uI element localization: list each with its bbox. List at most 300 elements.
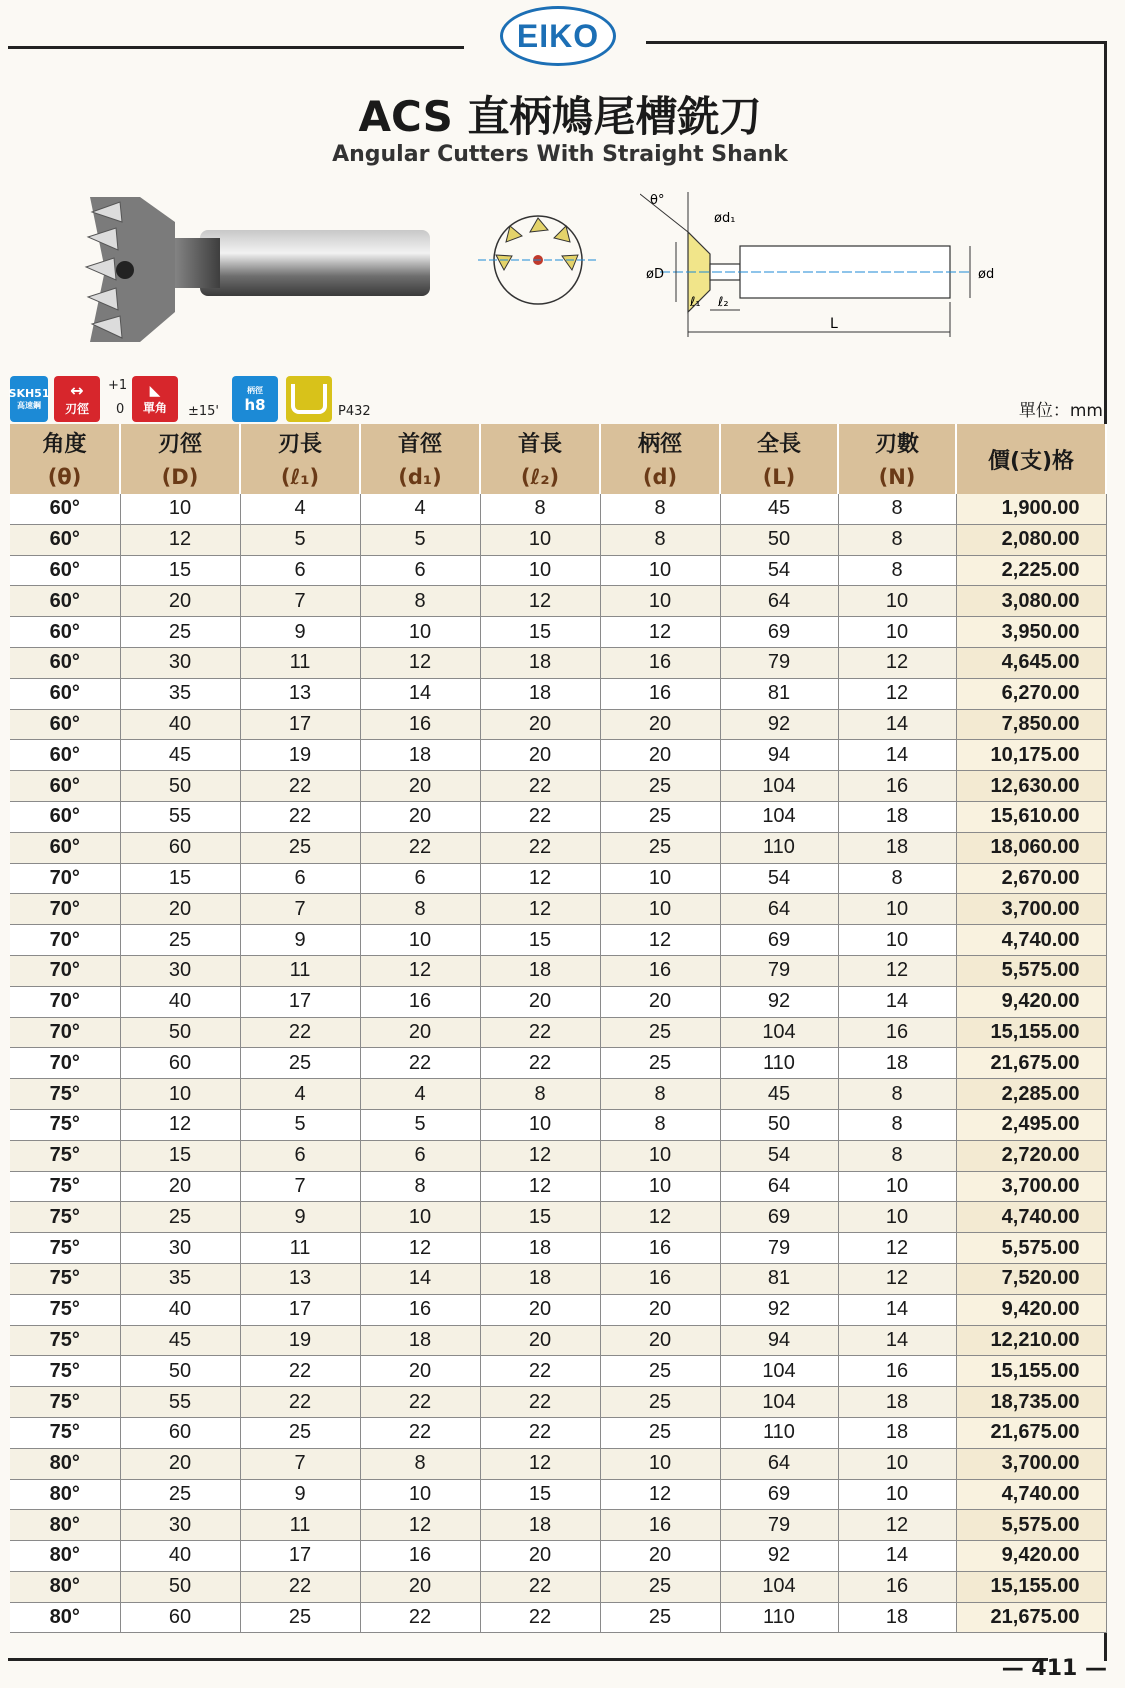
single-angle-label: 單角: [142, 400, 167, 415]
table-row: [10, 1017, 1106, 1048]
table-cell: 12: [838, 678, 956, 709]
table-cell: 20: [600, 1541, 720, 1572]
table-cell: 19: [240, 1325, 360, 1356]
table-cell: 104: [720, 1017, 838, 1048]
price-cell: 12,630.00: [956, 771, 1106, 802]
column-header: 刃數: [838, 424, 956, 460]
table-row: [10, 1479, 1106, 1510]
table-cell: 60°: [10, 740, 120, 771]
price-cell: 5,575.00: [956, 1233, 1106, 1264]
table-cell: 10: [120, 1079, 240, 1110]
table-cell: 75°: [10, 1417, 120, 1448]
front-view-drawing: [478, 200, 598, 320]
price-cell: 15,155.00: [956, 1017, 1106, 1048]
table-cell: 92: [720, 709, 838, 740]
table-row: [10, 1171, 1106, 1202]
column-symbol: (D): [120, 460, 240, 494]
table-cell: 70°: [10, 863, 120, 894]
table-cell: 16: [600, 1510, 720, 1541]
price-cell: 7,850.00: [956, 709, 1106, 740]
table-cell: 10: [838, 1171, 956, 1202]
table-cell: 7: [240, 894, 360, 925]
table-cell: 12: [838, 1233, 956, 1264]
table-cell: 75°: [10, 1325, 120, 1356]
table-cell: 104: [720, 771, 838, 802]
table-row: [10, 1602, 1106, 1633]
d1-label: ød₁: [714, 211, 736, 226]
table-cell: 25: [120, 1479, 240, 1510]
table-cell: 8: [600, 494, 720, 524]
table-cell: 10: [600, 586, 720, 617]
table-cell: 5: [240, 1109, 360, 1140]
table-row: [10, 925, 1106, 956]
table-cell: 60°: [10, 771, 120, 802]
price-cell: 4,740.00: [956, 1479, 1106, 1510]
table-cell: 80°: [10, 1602, 120, 1633]
table-cell: 54: [720, 863, 838, 894]
table-row: [10, 986, 1106, 1017]
table-cell: 60: [120, 1048, 240, 1079]
table-cell: 80°: [10, 1479, 120, 1510]
price-cell: 2,285.00: [956, 1079, 1106, 1110]
table-cell: 10: [600, 1140, 720, 1171]
table-cell: 94: [720, 740, 838, 771]
table-cell: 22: [240, 771, 360, 802]
table-cell: 69: [720, 1479, 838, 1510]
column-symbol: (θ): [10, 460, 120, 494]
column-symbol: (d): [600, 460, 720, 494]
table-cell: 25: [120, 925, 240, 956]
table-cell: 20: [120, 894, 240, 925]
table-cell: 12: [838, 647, 956, 678]
column-header: 全長: [720, 424, 838, 460]
table-row: [10, 832, 1106, 863]
table-cell: 18: [838, 1417, 956, 1448]
blade-tol-bottom: 0: [116, 402, 125, 417]
table-cell: 12: [838, 1510, 956, 1541]
column-header: 首長: [480, 424, 600, 460]
table-row: [10, 955, 1106, 986]
table-cell: 10: [838, 586, 956, 617]
table-cell: 12: [600, 1479, 720, 1510]
table-cell: 18: [838, 801, 956, 832]
table-cell: 12: [600, 1202, 720, 1233]
table-cell: 35: [120, 1263, 240, 1294]
table-cell: 70°: [10, 894, 120, 925]
table-cell: 104: [720, 1571, 838, 1602]
table-cell: 22: [480, 771, 600, 802]
table-cell: 10: [600, 863, 720, 894]
table-cell: 16: [838, 771, 956, 802]
table-cell: 20: [600, 1294, 720, 1325]
material-icon: [10, 376, 48, 422]
price-cell: 4,740.00: [956, 925, 1106, 956]
table-cell: 18: [838, 832, 956, 863]
price-cell: 10,175.00: [956, 740, 1106, 771]
table-cell: 30: [120, 955, 240, 986]
table-cell: 7: [240, 1448, 360, 1479]
table-cell: 12: [838, 1263, 956, 1294]
table-cell: 14: [838, 1294, 956, 1325]
table-cell: 12: [838, 955, 956, 986]
table-cell: 15: [480, 925, 600, 956]
table-cell: 8: [360, 1171, 480, 1202]
table-cell: 10: [838, 894, 956, 925]
table-cell: 25: [600, 1387, 720, 1418]
frame-top-right: [646, 41, 1106, 44]
table-cell: 20: [480, 709, 600, 740]
table-cell: 8: [360, 586, 480, 617]
table-cell: 40: [120, 709, 240, 740]
column-symbol: (N): [838, 460, 956, 494]
table-row: [10, 709, 1106, 740]
table-cell: 12: [480, 1448, 600, 1479]
table-cell: 40: [120, 1541, 240, 1572]
table-cell: 50: [120, 1017, 240, 1048]
table-cell: 25: [600, 1017, 720, 1048]
price-cell: 2,720.00: [956, 1140, 1106, 1171]
shank-tol-icon: [232, 376, 278, 422]
table-cell: 75°: [10, 1356, 120, 1387]
material-label: SKH51: [8, 387, 50, 400]
table-cell: 17: [240, 1294, 360, 1325]
table-cell: 12: [600, 617, 720, 648]
table-cell: 70°: [10, 925, 120, 956]
table-cell: 22: [360, 1387, 480, 1418]
table-cell: 10: [600, 1448, 720, 1479]
table-cell: 6: [240, 555, 360, 586]
blade-dia-icon: ↔ 刃徑: [54, 376, 100, 422]
table-cell: 8: [838, 555, 956, 586]
table-cell: 60°: [10, 586, 120, 617]
table-row: [10, 586, 1106, 617]
table-row: [10, 740, 1106, 771]
L-label: L: [830, 316, 838, 332]
shank-small-label: 柄徑: [247, 385, 263, 395]
page-title: ACS 直柄鳩尾槽銑刀: [358, 92, 762, 141]
table-cell: 11: [240, 1510, 360, 1541]
table-cell: 10: [600, 894, 720, 925]
table-cell: 22: [240, 1017, 360, 1048]
column-symbol: (L): [720, 460, 838, 494]
table-cell: 79: [720, 955, 838, 986]
l2-label: ℓ₂: [718, 295, 729, 310]
table-cell: 4: [240, 1079, 360, 1110]
table-cell: 25: [240, 1048, 360, 1079]
table-cell: 104: [720, 801, 838, 832]
table-cell: 18: [480, 1510, 600, 1541]
table-row: [10, 894, 1106, 925]
table-cell: 16: [838, 1356, 956, 1387]
column-header: 刃徑: [120, 424, 240, 460]
table-cell: 10: [360, 1202, 480, 1233]
table-row: [10, 771, 1106, 802]
table-cell: 7: [240, 1171, 360, 1202]
table-cell: 18: [480, 647, 600, 678]
price-cell: 15,155.00: [956, 1356, 1106, 1387]
table-cell: 20: [600, 740, 720, 771]
table-cell: 20: [120, 586, 240, 617]
table-cell: 50: [120, 771, 240, 802]
table-cell: 50: [120, 1571, 240, 1602]
table-row: [10, 1079, 1106, 1110]
table-cell: 20: [360, 771, 480, 802]
table-cell: 18: [360, 740, 480, 771]
table-cell: 75°: [10, 1263, 120, 1294]
table-cell: 14: [838, 740, 956, 771]
frame-top-left: [8, 46, 464, 49]
header-row-zh: [10, 424, 1106, 460]
table-cell: 45: [120, 740, 240, 771]
table-cell: 92: [720, 1294, 838, 1325]
table-cell: 14: [360, 678, 480, 709]
table-row: [10, 863, 1106, 894]
price-cell: 1,900.00: [956, 494, 1106, 524]
table-cell: 60°: [10, 555, 120, 586]
table-cell: 18: [838, 1602, 956, 1633]
table-cell: 18: [360, 1325, 480, 1356]
table-cell: 70°: [10, 986, 120, 1017]
table-cell: 64: [720, 1171, 838, 1202]
table-cell: 16: [360, 709, 480, 740]
D-label: øD: [646, 267, 664, 282]
table-cell: 22: [480, 832, 600, 863]
price-cell: 4,645.00: [956, 647, 1106, 678]
table-cell: 79: [720, 647, 838, 678]
table-cell: 75°: [10, 1233, 120, 1264]
price-cell: 2,080.00: [956, 524, 1106, 555]
table-row: [10, 1571, 1106, 1602]
table-cell: 14: [838, 709, 956, 740]
column-header: 首徑: [360, 424, 480, 460]
table-cell: 55: [120, 1387, 240, 1418]
table-cell: 6: [360, 1140, 480, 1171]
table-cell: 10: [360, 925, 480, 956]
table-cell: 54: [720, 1140, 838, 1171]
table-cell: 5: [240, 524, 360, 555]
table-cell: 70°: [10, 1048, 120, 1079]
table-cell: 8: [838, 1140, 956, 1171]
table-row: [10, 1541, 1106, 1572]
table-cell: 18: [480, 678, 600, 709]
table-cell: 22: [240, 1387, 360, 1418]
column-header: 角度: [10, 424, 120, 460]
table-cell: 75°: [10, 1079, 120, 1110]
table-cell: 8: [838, 524, 956, 555]
table-cell: 6: [240, 863, 360, 894]
table-cell: 22: [240, 1571, 360, 1602]
table-cell: 10: [838, 1448, 956, 1479]
table-cell: 20: [600, 986, 720, 1017]
table-cell: 12: [480, 1140, 600, 1171]
table-cell: 7: [240, 586, 360, 617]
table-cell: 55: [120, 801, 240, 832]
table-row: [10, 1140, 1106, 1171]
table-row: [10, 1263, 1106, 1294]
page-ref: P432: [338, 404, 371, 419]
table-cell: 8: [480, 494, 600, 524]
table-cell: 94: [720, 1325, 838, 1356]
table-cell: 25: [120, 617, 240, 648]
table-cell: 25: [600, 1571, 720, 1602]
table-cell: 75°: [10, 1387, 120, 1418]
price-cell: 21,675.00: [956, 1417, 1106, 1448]
table-cell: 10: [838, 925, 956, 956]
table-cell: 9: [240, 1479, 360, 1510]
spec-icons: [10, 376, 430, 426]
table-cell: 20: [480, 1325, 600, 1356]
table-cell: 8: [838, 494, 956, 524]
table-cell: 20: [360, 1017, 480, 1048]
table-cell: 22: [360, 1602, 480, 1633]
table-cell: 15: [120, 863, 240, 894]
table-cell: 10: [838, 1479, 956, 1510]
price-header: 價(支)格: [956, 424, 1106, 494]
table-cell: 16: [360, 1541, 480, 1572]
table-cell: 25: [600, 1602, 720, 1633]
frame-bottom: [8, 1658, 1048, 1661]
table-cell: 22: [240, 1356, 360, 1387]
table-cell: 18: [480, 955, 600, 986]
table-cell: 22: [360, 1417, 480, 1448]
table-cell: 22: [480, 1571, 600, 1602]
table-row: [10, 1448, 1106, 1479]
table-cell: 9: [240, 617, 360, 648]
table-cell: 16: [360, 1294, 480, 1325]
table-cell: 69: [720, 1202, 838, 1233]
table-row: [10, 678, 1106, 709]
table-cell: 16: [600, 1233, 720, 1264]
column-symbol: (ℓ₁): [240, 460, 360, 494]
spec-table: [10, 424, 1107, 1633]
table-cell: 22: [360, 1048, 480, 1079]
table-cell: 10: [600, 1171, 720, 1202]
table-cell: 80°: [10, 1448, 120, 1479]
table-cell: 16: [360, 986, 480, 1017]
table-cell: 12: [480, 863, 600, 894]
page-subtitle: Angular Cutters With Straight Shank: [332, 142, 788, 167]
table-cell: 18: [838, 1048, 956, 1079]
table-cell: 16: [838, 1571, 956, 1602]
table-cell: 20: [480, 1294, 600, 1325]
table-row: [10, 617, 1106, 648]
d-label: ød: [978, 267, 995, 282]
table-cell: 6: [360, 555, 480, 586]
table-cell: 50: [720, 524, 838, 555]
table-cell: 8: [600, 524, 720, 555]
price-cell: 9,420.00: [956, 1294, 1106, 1325]
angle-tol: ±15': [188, 404, 220, 419]
table-cell: 75°: [10, 1202, 120, 1233]
table-row: [10, 1325, 1106, 1356]
table-cell: 22: [360, 832, 480, 863]
table-row: [10, 1202, 1106, 1233]
table-cell: 60: [120, 832, 240, 863]
price-cell: 7,520.00: [956, 1263, 1106, 1294]
header-row-sym: [10, 460, 1106, 494]
table-cell: 40: [120, 1294, 240, 1325]
table-cell: 8: [600, 1109, 720, 1140]
table-cell: 8: [838, 1109, 956, 1140]
table-cell: 25: [600, 1048, 720, 1079]
table-cell: 20: [360, 1571, 480, 1602]
table-cell: 45: [720, 1079, 838, 1110]
table-cell: 8: [360, 894, 480, 925]
table-cell: 16: [600, 1263, 720, 1294]
table-cell: 22: [240, 801, 360, 832]
table-cell: 12: [360, 1510, 480, 1541]
table-cell: 8: [360, 1448, 480, 1479]
price-cell: 15,610.00: [956, 801, 1106, 832]
table-cell: 10: [120, 494, 240, 524]
table-cell: 10: [360, 1479, 480, 1510]
table-cell: 10: [838, 1202, 956, 1233]
table-body: [10, 494, 1106, 1633]
table-cell: 10: [480, 555, 600, 586]
price-cell: 9,420.00: [956, 1541, 1106, 1572]
table-cell: 20: [600, 1325, 720, 1356]
table-cell: 18: [838, 1387, 956, 1418]
table-cell: 60°: [10, 678, 120, 709]
table-row: [10, 1356, 1106, 1387]
table-cell: 75°: [10, 1171, 120, 1202]
table-cell: 15: [480, 1202, 600, 1233]
table-cell: 5: [360, 524, 480, 555]
table-cell: 25: [600, 1356, 720, 1387]
table-cell: 110: [720, 1048, 838, 1079]
table-row: [10, 1417, 1106, 1448]
table-cell: 20: [120, 1171, 240, 1202]
column-symbol: (d₁): [360, 460, 480, 494]
table-cell: 12: [360, 647, 480, 678]
price-cell: 3,080.00: [956, 586, 1106, 617]
table-cell: 22: [480, 1048, 600, 1079]
table-cell: 69: [720, 617, 838, 648]
price-cell: 21,675.00: [956, 1602, 1106, 1633]
table-cell: 8: [480, 1079, 600, 1110]
table-cell: 4: [360, 1079, 480, 1110]
brand-logo: EIKO: [500, 6, 616, 66]
column-header: 柄徑: [600, 424, 720, 460]
table-cell: 19: [240, 740, 360, 771]
material-sub-label: 高速鋼: [17, 401, 41, 410]
l1-label: ℓ₁: [690, 295, 701, 310]
single-angle-icon: ◣ 單角: [132, 376, 178, 422]
table-cell: 22: [480, 1017, 600, 1048]
blade-dia-label: 刃徑: [64, 402, 89, 416]
table-cell: 50: [120, 1356, 240, 1387]
table-cell: 54: [720, 555, 838, 586]
table-cell: 64: [720, 1448, 838, 1479]
table-cell: 16: [600, 647, 720, 678]
table-cell: 25: [600, 771, 720, 802]
table-cell: 30: [120, 1233, 240, 1264]
table-cell: 80°: [10, 1541, 120, 1572]
table-cell: 20: [480, 986, 600, 1017]
table-cell: 60°: [10, 494, 120, 524]
table-cell: 25: [600, 1417, 720, 1448]
price-cell: 2,670.00: [956, 863, 1106, 894]
table-cell: 79: [720, 1510, 838, 1541]
table-row: [10, 524, 1106, 555]
table-cell: 10: [360, 617, 480, 648]
table-cell: 75°: [10, 1294, 120, 1325]
table-cell: 60°: [10, 524, 120, 555]
table-cell: 22: [480, 1387, 600, 1418]
table-cell: 64: [720, 894, 838, 925]
table-cell: 15: [480, 617, 600, 648]
table-cell: 12: [120, 524, 240, 555]
